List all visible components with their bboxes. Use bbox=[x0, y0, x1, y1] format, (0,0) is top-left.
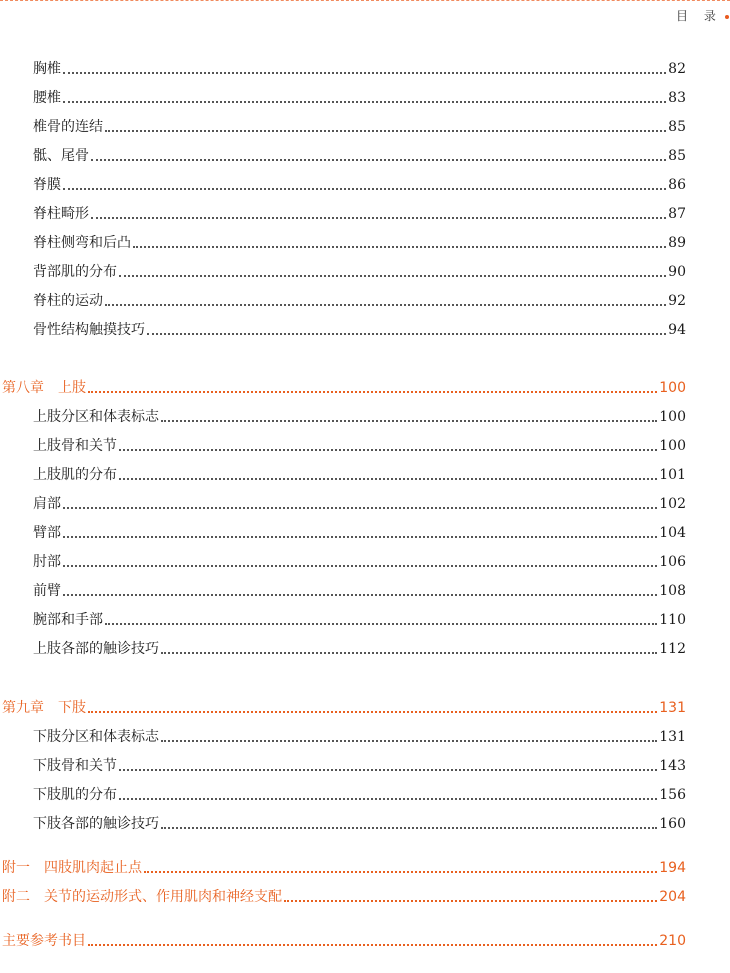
toc-entry-page-number: 131 bbox=[659, 700, 686, 716]
dot-leader bbox=[119, 769, 657, 771]
dot-leader bbox=[88, 711, 657, 713]
dot-leader bbox=[161, 827, 657, 829]
toc-entry-title: 臂部 bbox=[33, 525, 61, 541]
toc-entry-title: 脊柱的运动 bbox=[33, 293, 103, 309]
dot-leader bbox=[147, 333, 666, 335]
toc-section-entry[interactable] bbox=[33, 522, 686, 544]
toc-entry-title: 椎骨的连结 bbox=[33, 119, 103, 135]
toc-entry-title: 上肢骨和关节 bbox=[33, 438, 117, 454]
toc-entry-title: 第八章 上肢 bbox=[2, 380, 86, 396]
dot-leader bbox=[88, 391, 657, 393]
toc-entry-page-number: 90 bbox=[668, 264, 686, 280]
dot-leader bbox=[63, 101, 666, 103]
toc-section-entry[interactable] bbox=[33, 290, 686, 312]
toc-entry-title: 下肢分区和体表标志 bbox=[33, 729, 159, 745]
toc-entry-page-number: 89 bbox=[668, 235, 686, 251]
toc-entry-page-number: 100 bbox=[659, 380, 686, 396]
toc-entry-page-number: 94 bbox=[668, 322, 686, 338]
toc-entry-page-number: 104 bbox=[659, 525, 686, 541]
dot-leader bbox=[119, 449, 657, 451]
toc-entry-page-number: 85 bbox=[668, 148, 686, 164]
toc-entry-title: 腕部和手部 bbox=[33, 612, 103, 628]
toc-entry-title: 附一 四肢肌肉起止点 bbox=[2, 860, 142, 876]
toc-section-entry[interactable] bbox=[33, 232, 686, 254]
dot-leader bbox=[119, 798, 657, 800]
toc-entry-title: 前臂 bbox=[33, 583, 61, 599]
dot-leader bbox=[88, 944, 657, 946]
toc-entry-title: 背部肌的分布 bbox=[33, 264, 117, 280]
toc-entry-page-number: 85 bbox=[668, 119, 686, 135]
toc-entry-page-number: 108 bbox=[659, 583, 686, 599]
dot-leader bbox=[133, 246, 666, 248]
dot-leader bbox=[105, 304, 666, 306]
toc-entry-title: 附二 关节的运动形式、作用肌肉和神经支配 bbox=[2, 889, 282, 905]
toc-entry-title: 主要参考书目 bbox=[2, 933, 86, 949]
top-dashed-rule bbox=[0, 0, 730, 1]
toc-chapter-entry[interactable] bbox=[2, 697, 686, 719]
dot-leader bbox=[105, 130, 666, 132]
toc-entry-page-number: 106 bbox=[659, 554, 686, 570]
dot-leader bbox=[63, 565, 657, 567]
toc-entry-page-number: 83 bbox=[668, 90, 686, 106]
toc-section-entry[interactable] bbox=[33, 145, 686, 167]
toc-entry-title: 第九章 下肢 bbox=[2, 700, 86, 716]
toc-entry-title: 腰椎 bbox=[33, 90, 61, 106]
toc-section-entry[interactable] bbox=[33, 406, 686, 428]
dot-leader bbox=[284, 900, 657, 902]
dot-leader bbox=[63, 188, 666, 190]
toc-entry-page-number: 210 bbox=[659, 933, 686, 949]
toc-entry-title: 上肢肌的分布 bbox=[33, 467, 117, 483]
toc-entry-title: 上肢分区和体表标志 bbox=[33, 409, 159, 425]
toc-entry-title: 下肢骨和关节 bbox=[33, 758, 117, 774]
toc-entry-page-number: 92 bbox=[668, 293, 686, 309]
running-head: 目 录 bbox=[676, 9, 722, 23]
dot-leader bbox=[63, 536, 657, 538]
toc-section-entry[interactable] bbox=[33, 638, 686, 660]
toc-section-entry[interactable] bbox=[33, 493, 686, 515]
toc-section-entry[interactable] bbox=[33, 464, 686, 486]
toc-section-entry[interactable] bbox=[33, 784, 686, 806]
toc-entry-page-number: 112 bbox=[659, 641, 686, 657]
toc-section-entry[interactable] bbox=[33, 58, 686, 80]
toc-section-entry[interactable] bbox=[33, 261, 686, 283]
toc-entry-title: 骨性结构触摸技巧 bbox=[33, 322, 145, 338]
toc-entry-page-number: 100 bbox=[659, 438, 686, 454]
toc-entry-page-number: 82 bbox=[668, 61, 686, 77]
toc-section-entry[interactable] bbox=[33, 116, 686, 138]
toc-section-entry[interactable] bbox=[33, 435, 686, 457]
toc-entry-page-number: 160 bbox=[659, 816, 686, 832]
toc-section-entry[interactable] bbox=[33, 203, 686, 225]
toc-section-entry[interactable] bbox=[33, 174, 686, 196]
toc-entry-title: 下肢肌的分布 bbox=[33, 787, 117, 803]
toc-section-entry[interactable] bbox=[33, 755, 686, 777]
toc-entry-title: 脊柱畸形 bbox=[33, 206, 89, 222]
toc-entry-page-number: 156 bbox=[659, 787, 686, 803]
toc-entry-title: 肘部 bbox=[33, 554, 61, 570]
corner-dot-ornament bbox=[725, 15, 729, 19]
toc-entry-page-number: 204 bbox=[659, 889, 686, 905]
toc-entry-page-number: 110 bbox=[659, 612, 686, 628]
toc-entry-page-number: 143 bbox=[659, 758, 686, 774]
dot-leader bbox=[91, 159, 666, 161]
toc-section-entry[interactable] bbox=[33, 319, 686, 341]
toc-entry-page-number: 86 bbox=[668, 177, 686, 193]
dot-leader bbox=[144, 871, 657, 873]
dot-leader bbox=[91, 217, 666, 219]
toc-entry-page-number: 194 bbox=[659, 860, 686, 876]
toc-section-entry[interactable] bbox=[33, 813, 686, 835]
toc-chapter-entry[interactable] bbox=[2, 857, 686, 879]
dot-leader bbox=[161, 420, 657, 422]
toc-entry-title: 脊柱侧弯和后凸 bbox=[33, 235, 131, 251]
toc-entry-page-number: 102 bbox=[659, 496, 686, 512]
toc-section-entry[interactable] bbox=[33, 726, 686, 748]
toc-entry-title: 上肢各部的触诊技巧 bbox=[33, 641, 159, 657]
toc-chapter-entry[interactable] bbox=[2, 886, 686, 908]
toc-entry-page-number: 101 bbox=[659, 467, 686, 483]
dot-leader bbox=[119, 478, 657, 480]
dot-leader bbox=[161, 740, 657, 742]
toc-section-entry[interactable] bbox=[33, 609, 686, 631]
toc-entry-title: 脊膜 bbox=[33, 177, 61, 193]
toc-entry-page-number: 100 bbox=[659, 409, 686, 425]
toc-entry-title: 肩部 bbox=[33, 496, 61, 512]
toc-entry-title: 下肢各部的触诊技巧 bbox=[33, 816, 159, 832]
toc-entry-page-number: 87 bbox=[668, 206, 686, 222]
toc-section-entry[interactable] bbox=[33, 551, 686, 573]
toc-entry-title: 胸椎 bbox=[33, 61, 61, 77]
dot-leader bbox=[63, 72, 666, 74]
toc-entry-title: 骶、尾骨 bbox=[33, 148, 89, 164]
toc-chapter-entry[interactable] bbox=[2, 377, 686, 399]
dot-leader bbox=[63, 594, 657, 596]
dot-leader bbox=[63, 507, 657, 509]
dot-leader bbox=[161, 652, 657, 654]
dot-leader bbox=[119, 275, 666, 277]
toc-section-entry[interactable] bbox=[33, 87, 686, 109]
toc-chapter-entry[interactable] bbox=[2, 930, 686, 952]
dot-leader bbox=[105, 623, 657, 625]
toc-entry-page-number: 131 bbox=[659, 729, 686, 745]
toc-section-entry[interactable] bbox=[33, 580, 686, 602]
